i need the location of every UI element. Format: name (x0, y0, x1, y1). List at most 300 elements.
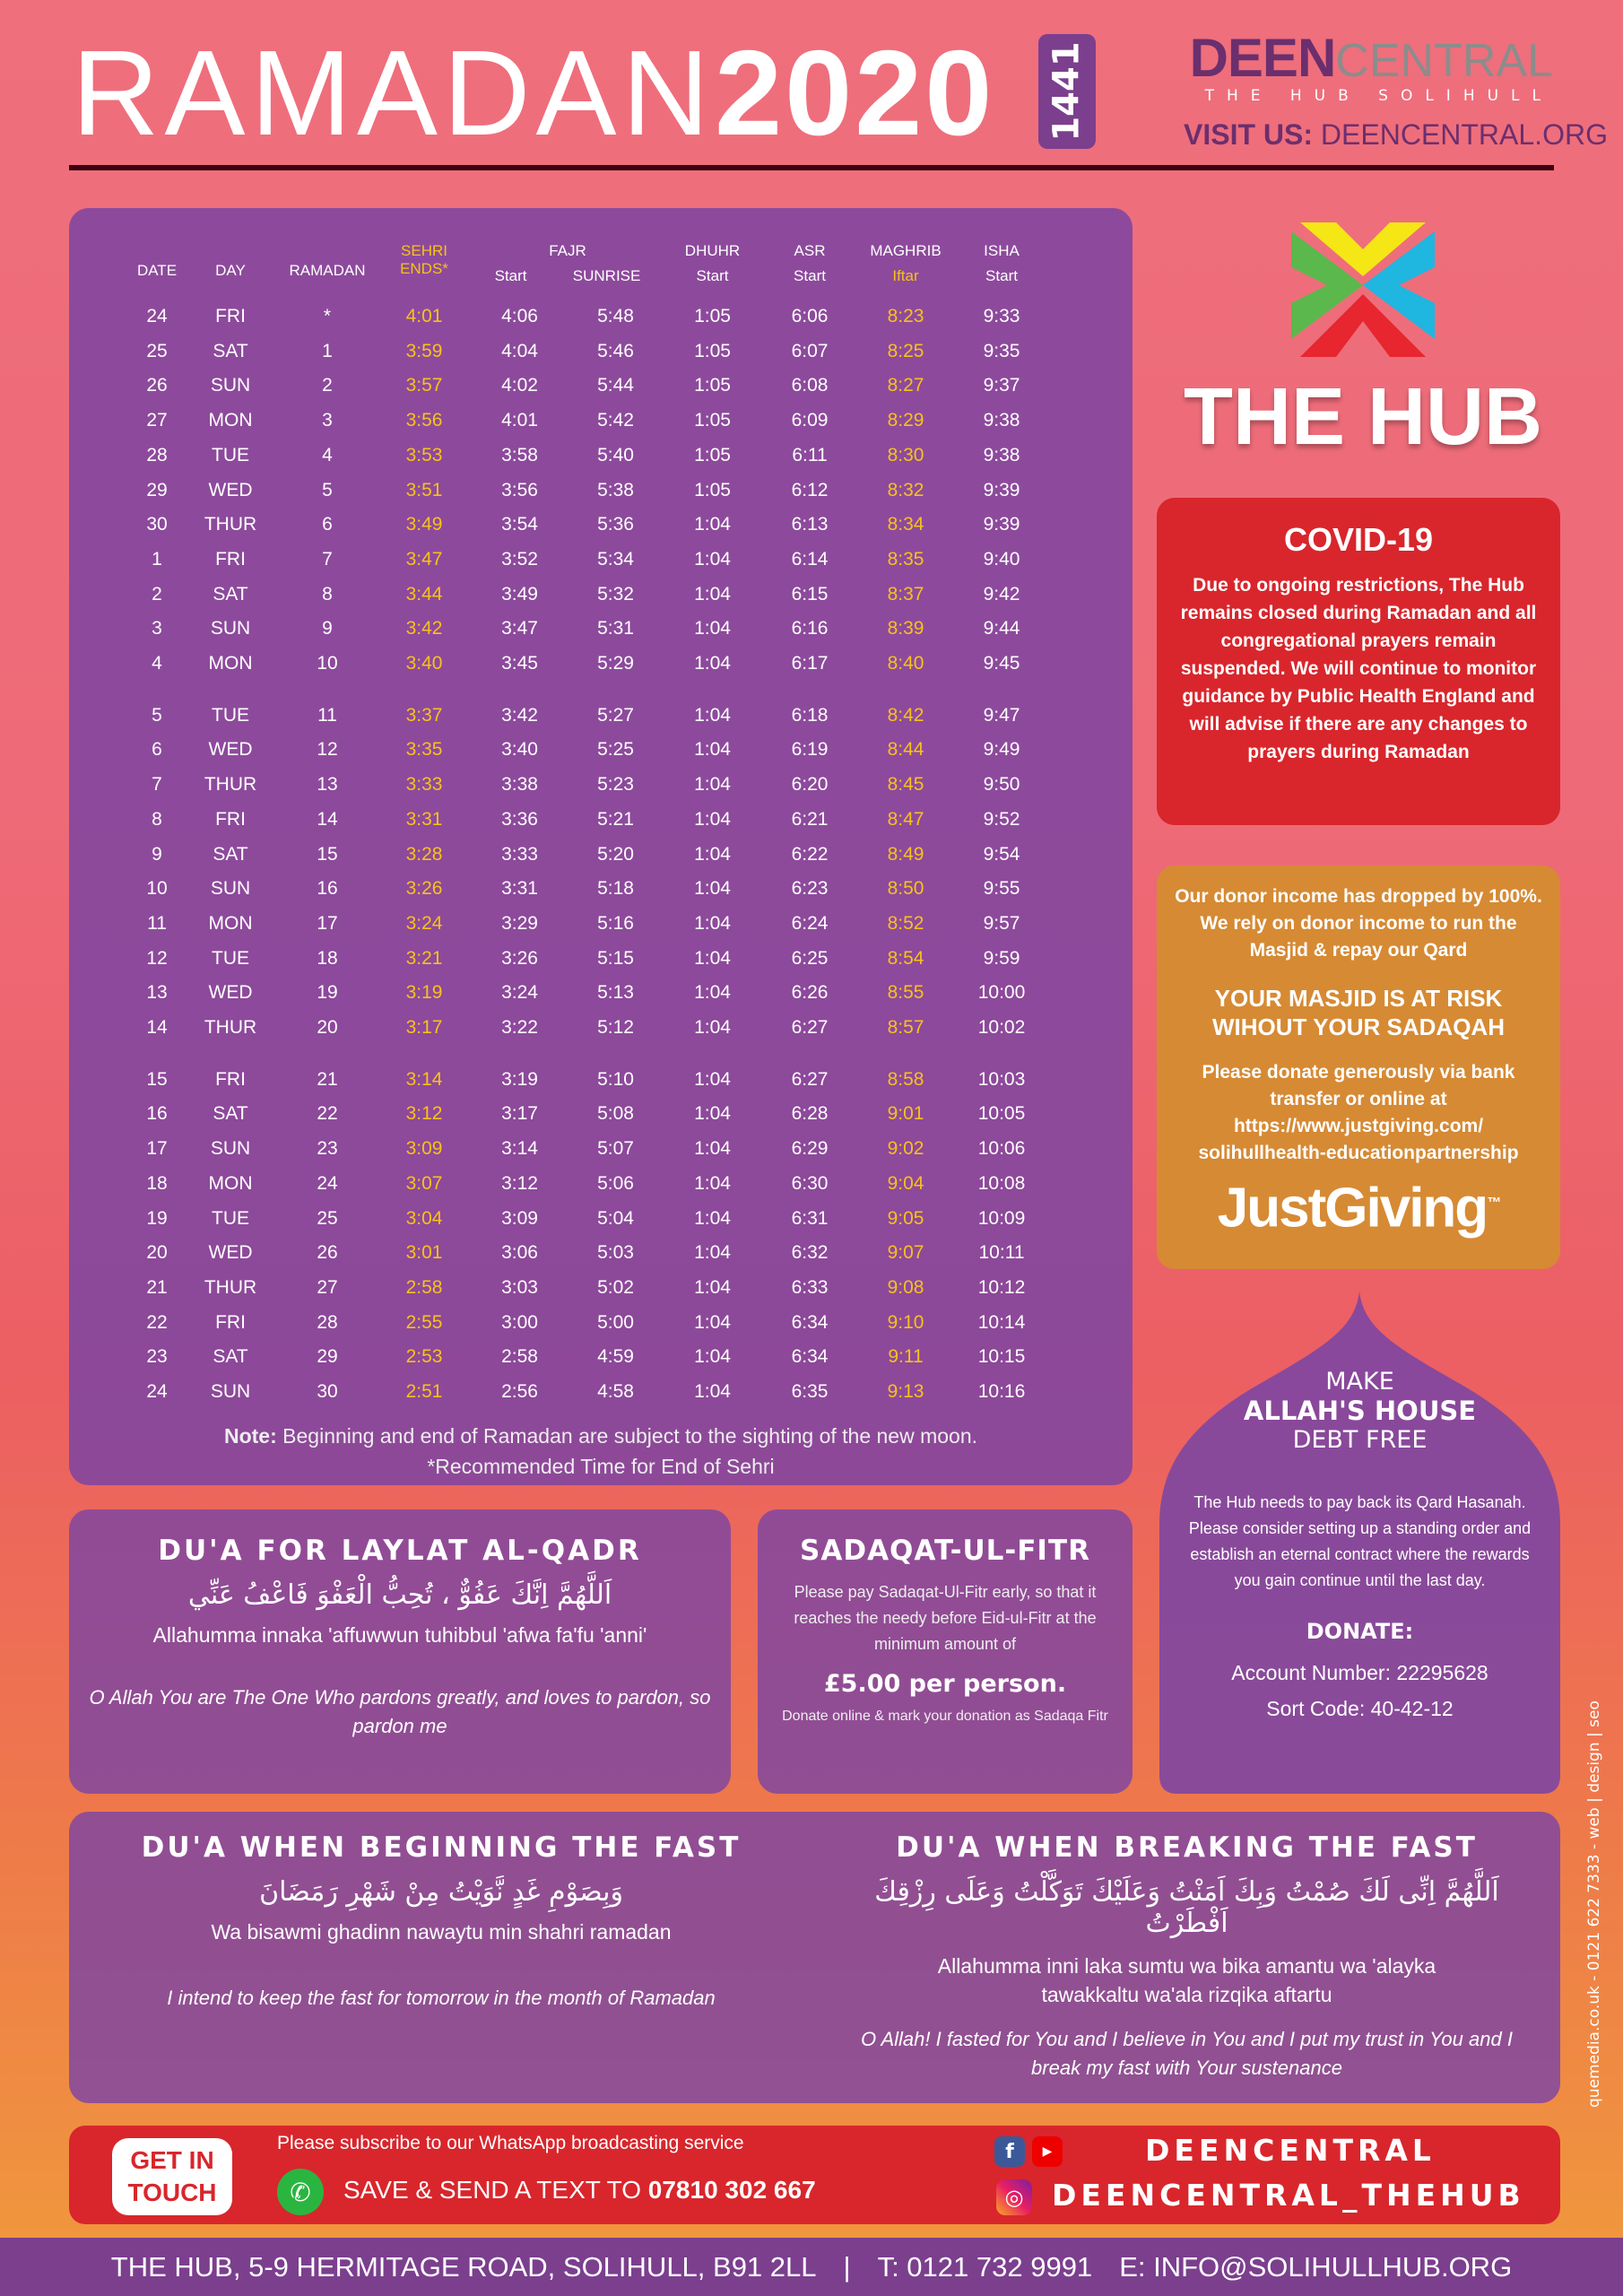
cell: 3:09 (405, 1138, 443, 1160)
cell: 1:04 (694, 653, 731, 674)
email-link[interactable]: E: INFO@SOLIHULLHUB.ORG (1119, 2250, 1513, 2283)
cell: 6:18 (791, 704, 829, 726)
table-header: DATE DAY RAMADAN SEHRI ENDS* FAJR Start SUNRISE DHUHR Start ASR Start MAGHRIB Iftar ISHA Start (136, 242, 1020, 284)
cell: SAT (213, 1103, 248, 1125)
cell: 9:54 (983, 843, 1020, 865)
cell: 9:13 (887, 1381, 924, 1402)
cell: SUN (210, 618, 251, 639)
cell: 11 (147, 912, 167, 934)
cell: 4:04 (501, 340, 538, 361)
cell: TUE (212, 704, 249, 726)
cell: FRI (215, 548, 246, 570)
table-row (69, 733, 1133, 767)
beginning-fast-dua: DU'A WHEN BEGINNING THE FAST وَبِصَوْمِ غَدٍ نَّوَيْتُ مِنْ شَهْرِ رَمَضَانَ Wa bisawmi ghadinn nawaytu min shahri ramadan I intend to keep the fast for tomorrow in the month of Ramadan (141, 1831, 742, 2009)
cell: 29 (317, 1346, 338, 1368)
cell: 4 (322, 444, 333, 465)
cell: 3:17 (405, 1017, 443, 1038)
cell: 8:58 (887, 1068, 924, 1090)
cell: 6 (322, 514, 333, 535)
cell: 1:05 (694, 410, 731, 431)
cell: 3:12 (405, 1103, 443, 1125)
cell: 9:39 (983, 479, 1020, 500)
cell: 1:04 (694, 1276, 731, 1298)
cell: 5:25 (597, 739, 634, 761)
get-in-touch-badge: GET IN TOUCH (112, 2138, 232, 2215)
cell: 12 (146, 947, 168, 969)
cell: 7 (322, 548, 333, 570)
cell: 1:04 (694, 618, 731, 639)
cell: 5:07 (597, 1138, 634, 1160)
cell: 5 (152, 704, 162, 726)
cell: 8 (322, 583, 333, 604)
cell: 10:12 (977, 1276, 1026, 1298)
cell: 30 (146, 514, 168, 535)
cell: 4:02 (501, 375, 538, 396)
cell: 20 (317, 1017, 338, 1038)
cell: 1:04 (694, 808, 731, 830)
cell: 24 (317, 1172, 338, 1194)
cell: 23 (146, 1346, 168, 1368)
cell: 10:06 (977, 1138, 1026, 1160)
table-row (69, 1011, 1133, 1045)
cell: 6:11 (792, 444, 828, 465)
table-row (69, 1271, 1133, 1305)
table-row (69, 976, 1133, 1010)
cell: 8:50 (887, 878, 924, 900)
cell: 8:37 (887, 583, 924, 604)
cell: 6:22 (791, 843, 829, 865)
cell: 5:18 (597, 878, 634, 900)
cell: 3:58 (501, 444, 538, 465)
cell: 1:04 (694, 1103, 731, 1125)
justgiving-link[interactable]: https://www.justgiving.com/ solihullhealth-educationpartnership (1198, 1116, 1519, 1163)
cell: 1:04 (694, 1068, 731, 1090)
cell: 8:27 (887, 375, 924, 396)
cell: 3:21 (405, 947, 443, 969)
cell: 6:19 (791, 739, 829, 761)
cell: 3:56 (501, 479, 538, 500)
cell: 2:55 (405, 1311, 443, 1333)
whatsapp-icon[interactable]: ✆ (277, 2169, 324, 2215)
cell: 3:45 (501, 653, 538, 674)
instagram-icon[interactable]: ◎ (996, 2179, 1032, 2215)
cell: 6:31 (791, 1207, 829, 1229)
cell: 6:14 (791, 548, 829, 570)
cell: 6:17 (791, 653, 829, 674)
cell: 3:59 (405, 340, 443, 361)
whatsapp-number[interactable]: SAVE & SEND A TEXT TO 07810 302 667 (343, 2176, 816, 2204)
cell: 5:06 (597, 1172, 634, 1194)
cell: 5:21 (597, 808, 634, 830)
cell: 3:22 (501, 1017, 538, 1038)
cell: MON (208, 1172, 253, 1194)
cell: 8:35 (887, 548, 924, 570)
cell: 5 (322, 479, 333, 500)
cell: 3:40 (501, 739, 538, 761)
cell: 4:06 (501, 306, 538, 326)
cell: SUN (210, 878, 251, 900)
cell: 1:04 (694, 1346, 731, 1368)
table-row (69, 1202, 1133, 1236)
cell: 1:04 (694, 1172, 731, 1194)
cell: 1:04 (694, 947, 731, 969)
cell: 14 (146, 1017, 168, 1038)
cell: 9:05 (887, 1207, 924, 1229)
phone-number[interactable]: T: 0121 732 9991 (877, 2250, 1093, 2283)
cell: 3:14 (405, 1068, 443, 1090)
cell: 5:04 (597, 1207, 634, 1229)
facebook-icon[interactable]: f (994, 2136, 1025, 2167)
cell: * (323, 306, 332, 326)
cell: 9:04 (887, 1172, 924, 1194)
deencentral-logo: DEENCENTRAL THE HUB SOLIHULL (1189, 28, 1553, 105)
cell: 3:03 (501, 1276, 538, 1298)
cell: 6 (152, 739, 162, 761)
table-row (69, 1375, 1133, 1409)
cell: 3:53 (405, 444, 443, 465)
cell: SUN (210, 1138, 251, 1160)
cell: 10 (317, 653, 338, 674)
cell: 8:45 (887, 774, 924, 796)
cell: 8:40 (887, 653, 924, 674)
cell: 6:23 (791, 878, 829, 900)
table-row (69, 803, 1133, 837)
cell: 3 (152, 618, 162, 639)
cell: 25 (317, 1207, 338, 1229)
cell: 3:09 (501, 1207, 538, 1229)
cell: 13 (317, 774, 338, 796)
cell: 3:38 (501, 774, 538, 796)
cell: 5:10 (597, 1068, 634, 1090)
cell: 3:12 (501, 1172, 538, 1194)
donation-appeal: Our donor income has dropped by 100%. We rely on donor income to run the Masjid & repay our Qard YOUR MASJID IS AT RISK WIHOUT YOUR SADAQAH Please donate generously via bank transfer or online at https://www.justgiving.com/ solihullhealth-educationpartnership JustGiving™ (1157, 865, 1560, 1269)
table-note: Note: Beginning and end of Ramadan are subject to the sighting of the new moon. *Recommended Time for End of Sehri (223, 1424, 978, 1478)
cell: 3:40 (405, 653, 443, 674)
cell: 2:56 (501, 1381, 538, 1402)
cell: 18 (317, 947, 338, 969)
cell: 26 (317, 1242, 338, 1264)
cell: 1:04 (694, 739, 731, 761)
cell: 4 (152, 653, 162, 674)
cell: 10:16 (977, 1381, 1026, 1402)
table-row (69, 647, 1133, 681)
cell: 6:32 (791, 1242, 829, 1264)
cell: 3:28 (405, 843, 443, 865)
cell: 6:29 (791, 1138, 829, 1160)
cell: 2:58 (501, 1346, 538, 1368)
cell: 5:27 (597, 704, 634, 726)
cell: 3:01 (405, 1242, 443, 1264)
cell: 1 (322, 340, 333, 361)
cell: 16 (146, 1103, 168, 1125)
cell: 8:57 (887, 1017, 924, 1038)
cell: 9:52 (983, 808, 1020, 830)
cell: 5:42 (597, 410, 634, 431)
cell: 21 (146, 1276, 168, 1298)
cell: WED (208, 982, 253, 1004)
cell: SUN (210, 375, 251, 396)
cell: 8:54 (887, 947, 924, 969)
cell: 1:04 (694, 774, 731, 796)
cell: 8:44 (887, 739, 924, 761)
cell: 9:38 (983, 444, 1020, 465)
cell: 6:15 (791, 583, 829, 604)
table-row (69, 369, 1133, 403)
table-row (69, 474, 1133, 508)
cell: 3:00 (501, 1311, 538, 1333)
cell: 3:54 (501, 514, 538, 535)
cell: 1:04 (694, 1017, 731, 1038)
cell: 6:24 (791, 912, 829, 934)
cell: 3:42 (405, 618, 443, 639)
cell: 6:07 (791, 340, 829, 361)
cell: 15 (317, 843, 338, 865)
table-row (69, 578, 1133, 612)
cell: 1:04 (694, 1381, 731, 1402)
cell: 5:08 (597, 1103, 634, 1125)
cell: 1:05 (694, 444, 731, 465)
cell: 1:04 (694, 1311, 731, 1333)
cell: 3:47 (501, 618, 538, 639)
cell: 5:29 (597, 653, 634, 674)
cell: 3:47 (405, 548, 443, 570)
cell: 9:57 (983, 912, 1020, 934)
table-row (69, 439, 1133, 473)
cell: 1:04 (694, 1138, 731, 1160)
justgiving-logo: JustGiving™ (1217, 1177, 1500, 1239)
cell: 10:00 (977, 982, 1026, 1004)
cell: 5:34 (597, 548, 634, 570)
cell: 17 (146, 1138, 168, 1160)
cell: THUR (204, 774, 257, 796)
cell: 27 (317, 1276, 338, 1298)
cell: 9:38 (983, 410, 1020, 431)
cell: SAT (213, 1346, 248, 1368)
table-row (69, 942, 1133, 976)
cell: 5:46 (597, 340, 634, 361)
cell: 3:07 (405, 1172, 443, 1194)
cell: 6:35 (791, 1381, 829, 1402)
cell: MON (208, 912, 253, 934)
social-handle-instagram[interactable]: DEENCENTRAL_THEHUB (1052, 2178, 1525, 2213)
cell: WED (208, 1242, 253, 1264)
cell: 3:31 (501, 878, 538, 900)
cell: 5:15 (597, 947, 634, 969)
cell: 14 (317, 808, 338, 830)
footer: THE HUB, 5-9 HERMITAGE ROAD, SOLIHULL, B91 2LL | T: 0121 732 9991 E: INFO@SOLIHULLHUB.ORG (0, 2238, 1623, 2296)
cell: TUE (212, 444, 249, 465)
cell: 8:39 (887, 618, 924, 639)
cell: 1:04 (694, 912, 731, 934)
cell: 6:06 (791, 306, 829, 326)
cell: 3:36 (501, 808, 538, 830)
contact-bar: GET IN TOUCH Please subscribe to our WhatsApp broadcasting service ✆ SAVE & SEND A TEXT TO 07810 302 667 f ▶ DEENCENTRAL ◎ DEENCENTRAL_THEHUB (69, 2126, 1560, 2224)
cell: SAT (213, 843, 248, 865)
cell: 6:09 (791, 410, 829, 431)
cell: 17 (317, 912, 338, 934)
cell: WED (208, 479, 253, 500)
table-row (69, 612, 1133, 646)
cell: 8:34 (887, 514, 924, 535)
cell: 10:14 (977, 1311, 1026, 1333)
cell: 13 (146, 982, 168, 1004)
cell: 9:02 (887, 1138, 924, 1160)
cell: 1:04 (694, 1242, 731, 1264)
cell: 29 (146, 479, 168, 500)
cell: 5:16 (597, 912, 634, 934)
cell: 9 (152, 843, 162, 865)
social-handle-deencentral[interactable]: DEENCENTRAL (1145, 2133, 1436, 2168)
cell: 9:33 (983, 306, 1020, 326)
cell: 23 (317, 1138, 338, 1160)
cell: 1:05 (694, 340, 731, 361)
cell: 6:16 (791, 618, 829, 639)
cell: WED (208, 739, 253, 761)
cell: 16 (317, 878, 338, 900)
cell: 15 (146, 1068, 168, 1090)
cell: 6:33 (791, 1276, 829, 1298)
cell: FRI (215, 1068, 246, 1090)
cell: 5:32 (597, 583, 634, 604)
cell: 5:44 (597, 375, 634, 396)
cell: 28 (317, 1311, 338, 1333)
cell: 6:20 (791, 774, 829, 796)
cell: 26 (146, 375, 168, 396)
cell: 5:38 (597, 479, 634, 500)
cell: 6:27 (791, 1068, 829, 1090)
table-row (69, 543, 1133, 577)
cell: 9:39 (983, 514, 1020, 535)
cell: 3:57 (405, 375, 443, 396)
cell: 1:04 (694, 1207, 731, 1229)
table-row (69, 404, 1133, 438)
cell: 5:23 (597, 774, 634, 796)
designer-credit: quemedia.co.uk - 0121 622 7333 - web | design | seo (1585, 1700, 1603, 2108)
table-row (69, 335, 1133, 369)
page-title: RAMADAN2020 (72, 25, 995, 161)
table-row (69, 699, 1133, 733)
cell: 10:11 (978, 1242, 1025, 1264)
cell: 3:42 (501, 704, 538, 726)
cell: 9:59 (983, 947, 1020, 969)
cell: 9:44 (983, 618, 1020, 639)
cell: 8 (152, 808, 162, 830)
covid-notice: COVID-19 Due to ongoing restrictions, The Hub remains closed during Ramadan and all congregational prayers remain suspended. We will continue to monitor guidance by Public Health England and will advise if there are any changes to prayers during Ramadan (1157, 498, 1560, 825)
cell: 3:26 (405, 878, 443, 900)
cell: 1:04 (694, 704, 731, 726)
cell: 1:04 (694, 878, 731, 900)
cell: 8:55 (887, 982, 924, 1004)
cell: 11 (317, 704, 337, 726)
cell: 3:35 (405, 739, 443, 761)
cell: 5:03 (597, 1242, 634, 1264)
cell: 6:08 (791, 375, 829, 396)
cell: 3:52 (501, 548, 538, 570)
table-row (69, 1132, 1133, 1166)
hub-logo-icon (1170, 204, 1556, 370)
cell: 10:09 (977, 1207, 1026, 1229)
cell: 10:02 (977, 1017, 1026, 1038)
cell: MON (208, 410, 253, 431)
cell: 10:05 (977, 1103, 1026, 1125)
cell: 9:01 (887, 1103, 924, 1125)
cell: 6:13 (791, 514, 829, 535)
cell: 8:25 (887, 340, 924, 361)
table-row (69, 768, 1133, 802)
cell: 3:04 (405, 1207, 443, 1229)
cell: 9:11 (888, 1346, 924, 1368)
table-row (69, 300, 1133, 334)
cell: 9:08 (887, 1276, 924, 1298)
cell: 3:31 (405, 808, 443, 830)
cell: 27 (146, 410, 168, 431)
cell: 3:49 (405, 514, 443, 535)
cell: 3 (322, 410, 333, 431)
cell: 9 (322, 618, 333, 639)
cell: 8:49 (887, 843, 924, 865)
debt-free-appeal: MAKE ALLAH'S HOUSE DEBT FREE The Hub needs to pay back its Qard Hasanah. Please consider setting up a standing order and establish an eternal contract where the rewards you gain continue until the last day. DONATE: Account Number: 22295628 Sort Code: 40-42-12 (1188, 1368, 1532, 1720)
cell: 9:49 (983, 739, 1020, 761)
cell: 3:33 (405, 774, 443, 796)
cell: 3:24 (405, 912, 443, 934)
cell: SAT (213, 340, 248, 361)
cell: 12 (317, 739, 338, 761)
cell: 3:33 (501, 843, 538, 865)
header-divider (69, 165, 1554, 170)
cell: 1 (152, 548, 162, 570)
cell: 6:25 (791, 947, 829, 969)
cell: 10:08 (977, 1172, 1026, 1194)
cell: 9:42 (983, 583, 1020, 604)
cell: 24 (146, 1381, 168, 1402)
cell: 3:14 (501, 1138, 538, 1160)
cell: 1:05 (694, 479, 731, 500)
cell: 5:00 (597, 1311, 634, 1333)
cell: 2 (322, 375, 333, 396)
cell: 6:34 (791, 1346, 829, 1368)
cell: 2:58 (405, 1276, 443, 1298)
cell: 3:51 (405, 479, 443, 500)
cell: 2 (152, 583, 162, 604)
cell: 9:55 (983, 878, 1020, 900)
cell: 5:13 (597, 982, 634, 1004)
hub-title: THE HUB (1184, 372, 1542, 462)
cell: 3:49 (501, 583, 538, 604)
cell: 8:42 (887, 704, 924, 726)
hijri-year-badge: 1441 (1038, 34, 1096, 149)
cell: 9:47 (983, 704, 1020, 726)
cell: SAT (213, 583, 248, 604)
cell: 3:37 (405, 704, 443, 726)
cell: 1:04 (694, 548, 731, 570)
cell: 3:19 (405, 982, 443, 1004)
table-row (69, 1167, 1133, 1201)
cell: 22 (317, 1103, 338, 1125)
youtube-icon[interactable]: ▶ (1032, 2136, 1063, 2167)
cell: 1:04 (694, 982, 731, 1004)
prayer-timetable (69, 208, 1133, 1485)
visit-link[interactable]: VISIT US: DEENCENTRAL.ORG (1184, 118, 1608, 151)
cell: 6:27 (791, 1017, 829, 1038)
cell: 19 (146, 1207, 168, 1229)
cell: 9:07 (887, 1242, 924, 1264)
cell: THUR (204, 1276, 257, 1298)
cell: 6:26 (791, 982, 829, 1004)
cell: 8:23 (887, 306, 924, 326)
cell: 3:26 (501, 947, 538, 969)
cell: 25 (146, 340, 168, 361)
cell: FRI (215, 1311, 246, 1333)
